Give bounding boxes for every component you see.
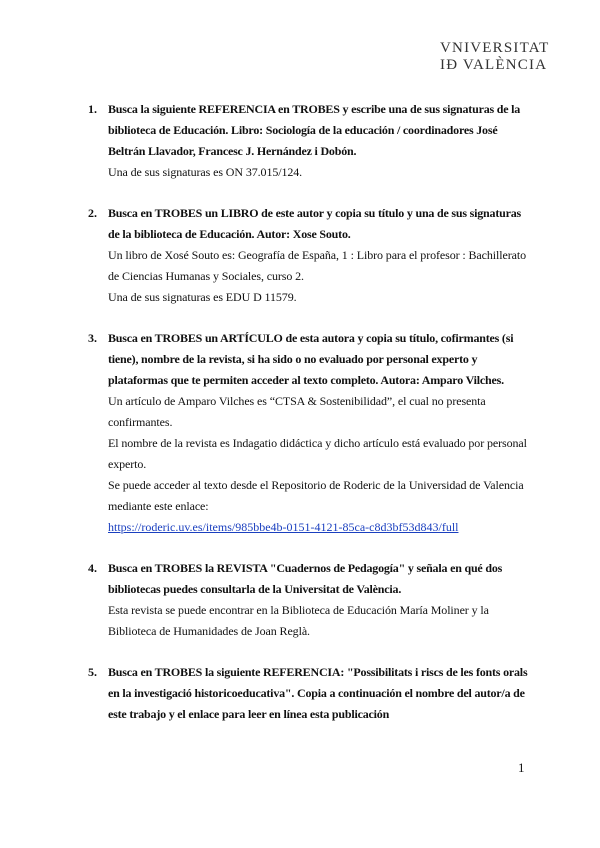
roderic-link[interactable]: https://roderic.uv.es/items/985bbe4b-0151-4121-85ca-c8d3bf53d843/full xyxy=(108,520,459,534)
item-body xyxy=(108,99,528,183)
answer-text: El nombre de la revista es Indagatio didáctica y dicho artículo está evaluado por personal experto. xyxy=(108,436,527,471)
item-number: 2. xyxy=(88,206,97,220)
question-text: Busca en TROBES un ARTÍCULO de esta autora y copia su título, cofirmantes (si tiene), nombre de la revista, si ha sido o no evaluado por personal experto y plataformas que te permiten acceder al texto completo. Autora: Amparo Vilches. xyxy=(108,331,514,387)
list-item xyxy=(88,662,528,725)
item-body xyxy=(108,558,528,642)
item-body xyxy=(108,328,528,538)
university-logo xyxy=(440,40,550,74)
answer-text: Se puede acceder al texto desde el Repositorio de Roderic de la Universidad de Valencia mediante este enlace: xyxy=(108,478,524,513)
list-item xyxy=(88,328,528,538)
answer-text: Una de sus signaturas es EDU D 11579. xyxy=(108,290,297,304)
list-item xyxy=(88,558,528,642)
answer-text: Un artículo de Amparo Vilches es “CTSA & Sostenibilidad”, el cual no presenta confirmantes. xyxy=(108,394,486,429)
item-number: 5. xyxy=(88,665,97,679)
item-body xyxy=(108,203,528,308)
list-item xyxy=(88,203,528,308)
item-number: 3. xyxy=(88,331,97,345)
item-number: 4. xyxy=(88,561,97,575)
question-text: Busca en TROBES un LIBRO de este autor y copia su título y una de sus signaturas de la biblioteca de Educación. Autor: Xose Souto. xyxy=(108,206,521,241)
item-number: 1. xyxy=(88,102,97,116)
document-body xyxy=(88,99,528,745)
question-text: Busca en TROBES la siguiente REFERENCIA: "Possibilitats i riscs de les fonts orals en la investigació historicoeducativa". Copia a continuación el nombre del autor/a de este trabajo y el enlace para leer en línea esta publicación xyxy=(108,665,528,721)
question-text: Busca en TROBES la REVISTA "Cuadernos de Pedagogía" y señala en qué dos bibliotecas puedes consultarla de la Universitat de València. xyxy=(108,561,503,596)
answer-text: Una de sus signaturas es ON 37.015/124. xyxy=(108,165,303,179)
page-number: 1 xyxy=(518,760,525,775)
list-item xyxy=(88,99,528,183)
question-text: Busca la siguiente REFERENCIA en TROBES y escribe una de sus signaturas de la biblioteca de Educación. Libro: Sociología de la educación / coordinadores José Beltrán Llavador, Francesc J. Hernández i Dobón. xyxy=(108,102,521,158)
answer-text: Esta revista se puede encontrar en la Biblioteca de Educación María Moliner y la Biblioteca de Humanidades de Joan Reglà. xyxy=(108,603,489,638)
logo-line-2: IÐ VALÈNCIA xyxy=(440,57,548,73)
answer-text: Un libro de Xosé Souto es: Geografía de España, 1 : Libro para el profesor : Bachillerato de Ciencias Humanas y Sociales, curso 2. xyxy=(108,248,526,283)
logo-line-1: VNIVERSITAT xyxy=(440,40,550,56)
item-body xyxy=(108,662,528,725)
